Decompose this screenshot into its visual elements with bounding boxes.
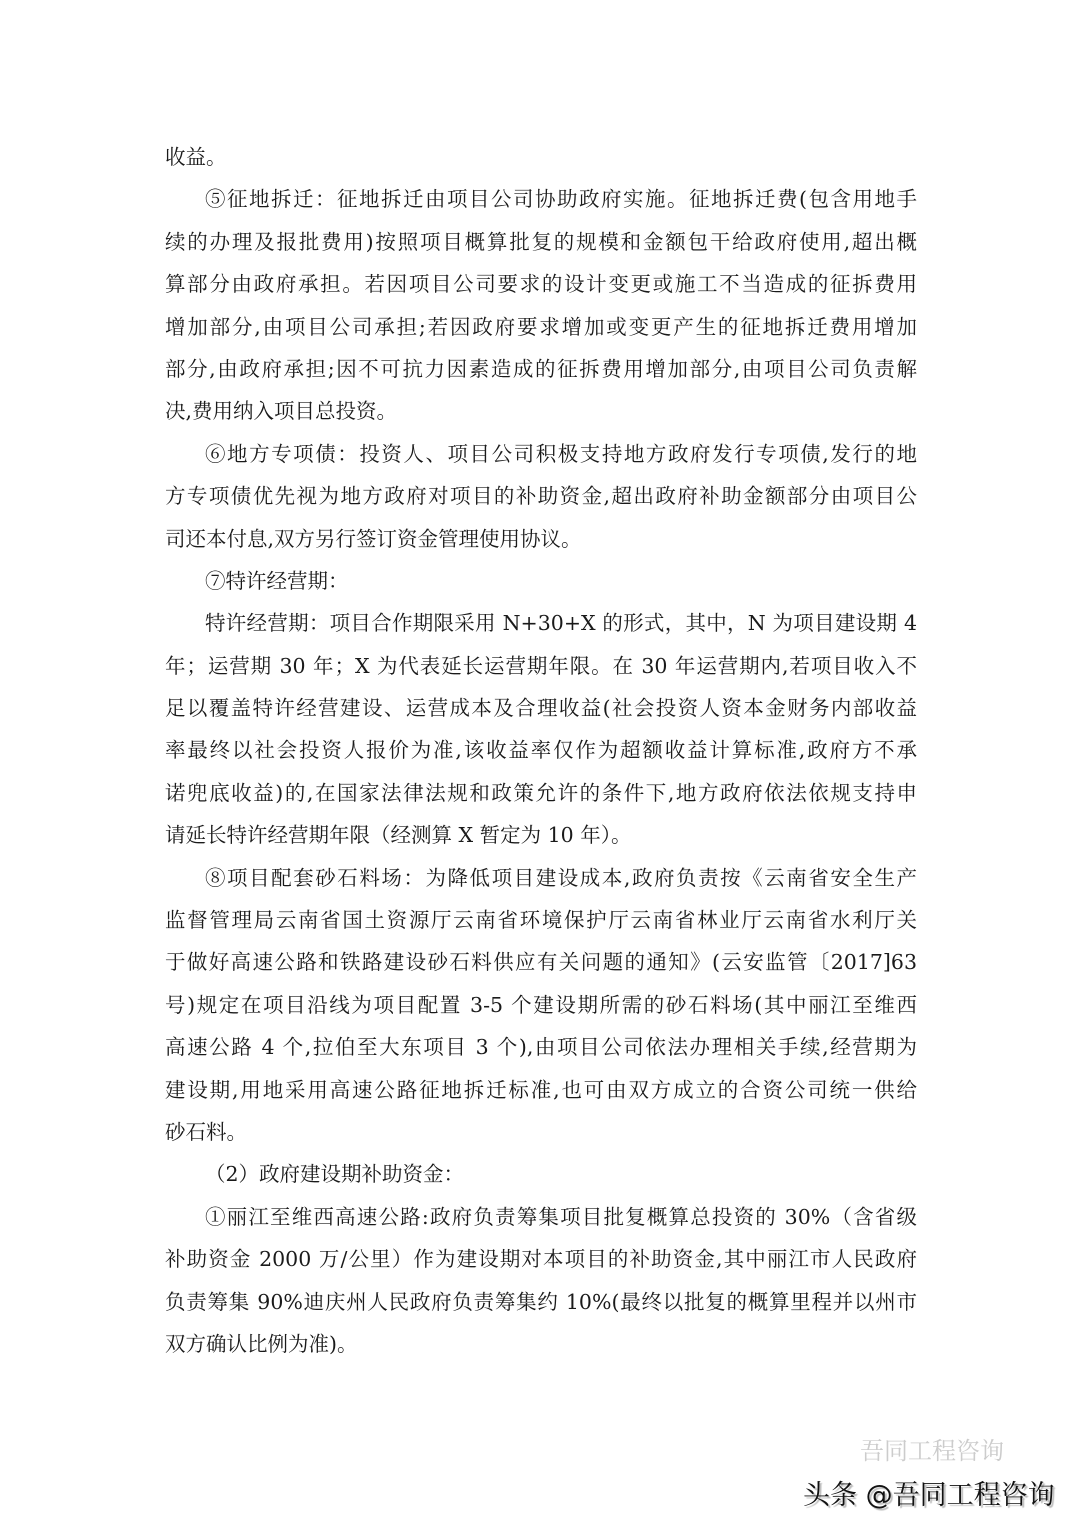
paragraph: [165, 178, 917, 432]
watermark-faint: 吾同工程咨询: [860, 1437, 1004, 1465]
text-line: ⑥地方专项债：投资人、项目公司积极支持地方政府发行专项债,发行的地: [205, 441, 917, 466]
text-line: 续的办理及报批费用)按照项目概算批复的规模和金额包干给政府使用,超出概: [165, 229, 917, 254]
text-line: 补助资金 2000 万/公里）作为建设期对本项目的补助资金,其中丽江市人民政府: [165, 1247, 917, 1272]
text-line: 年；运营期 30 年；X 为代表延长运营期年限。在 30 年运营期内,若项目收入不: [165, 653, 917, 678]
paragraph: [165, 602, 917, 856]
text-line: ⑧项目配套砂石料场：为降低项目建设成本,政府负责按《云南省安全生产: [205, 865, 917, 890]
paragraph: [165, 1196, 917, 1366]
document-body: [165, 136, 917, 1365]
text-line: 部分,由政府承担;因不可抗力因素造成的征拆费用增加部分,由项目公司负责解: [165, 356, 917, 381]
paragraph: [165, 433, 917, 560]
text-line: ①丽江至维西高速公路:政府负责筹集项目批复概算总投资的 30%（含省级: [205, 1204, 917, 1229]
text-line: 收益。: [165, 145, 227, 169]
text-line: 监督管理局云南省国土资源厅云南省环境保护厅云南省林业厅云南省水利厅关: [165, 908, 917, 933]
paragraph: [165, 1153, 917, 1195]
watermark: 头条 @吾同工程咨询: [803, 1480, 1055, 1511]
text-line: 特许经营期：项目合作期限采用 N+30+X 的形式，其中，N 为项目建设期 4: [205, 611, 917, 636]
text-line: 率最终以社会投资人报价为准,该收益率仅作为超额收益计算标准,政府方不承: [165, 738, 917, 763]
text-line: 砂石料。: [165, 1119, 247, 1144]
text-line: 决,费用纳入项目总投资。: [165, 399, 398, 424]
text-line: 诺兜底收益)的,在国家法律法规和政策允许的条件下,地方政府依法依规支持申: [165, 780, 917, 805]
text-line: 于做好高速公路和铁路建设砂石料供应有关问题的通知》(云安监管〔2017]63: [165, 950, 917, 975]
text-line: 负责筹集 90%迪庆州人民政府负责筹集约 10%(最终以批复的概算里程并以州市: [165, 1289, 917, 1314]
text-line: 方专项债优先视为地方政府对项目的补助资金,超出政府补助金额部分由项目公: [165, 484, 917, 509]
text-line: 建设期,用地采用高速公路征地拆迁标准,也可由双方成立的合资公司统一供给: [165, 1077, 917, 1102]
text-line: ⑤征地拆迁：征地拆迁由项目公司协助政府实施。征地拆迁费(包含用地手: [205, 187, 917, 212]
text-line: 号)规定在项目沿线为项目配置 3-5 个建设期所需的砂石料场(其中丽江至维西: [165, 992, 917, 1017]
text-line: 足以覆盖特许经营建设、运营成本及合理收益(社会投资人资本金财务内部收益: [165, 696, 917, 721]
text-line: （2）政府建设期补助资金：: [205, 1162, 465, 1187]
text-line: 请延长特许经营期年限（经测算 X 暂定为 10 年）。: [165, 823, 632, 848]
text-line: 司还本付息,双方另行签订资金管理使用协议。: [165, 526, 582, 551]
text-line: 算部分由政府承担。若因项目公司要求的设计变更或施工不当造成的征拆费用: [165, 272, 917, 297]
text-line: 增加部分,由项目公司承担;若因政府要求增加或变更产生的征地拆迁费用增加: [165, 314, 917, 339]
text-line: ⑦特许经营期：: [205, 568, 349, 593]
text-line: 高速公路 4 个,拉伯至大东项目 3 个),由项目公司依法办理相关手续,经营期为: [165, 1035, 917, 1060]
paragraph: [165, 136, 917, 178]
paragraph: [165, 560, 917, 602]
text-line: 双方确认比例为准)。: [165, 1331, 358, 1356]
paragraph: [165, 857, 917, 1154]
